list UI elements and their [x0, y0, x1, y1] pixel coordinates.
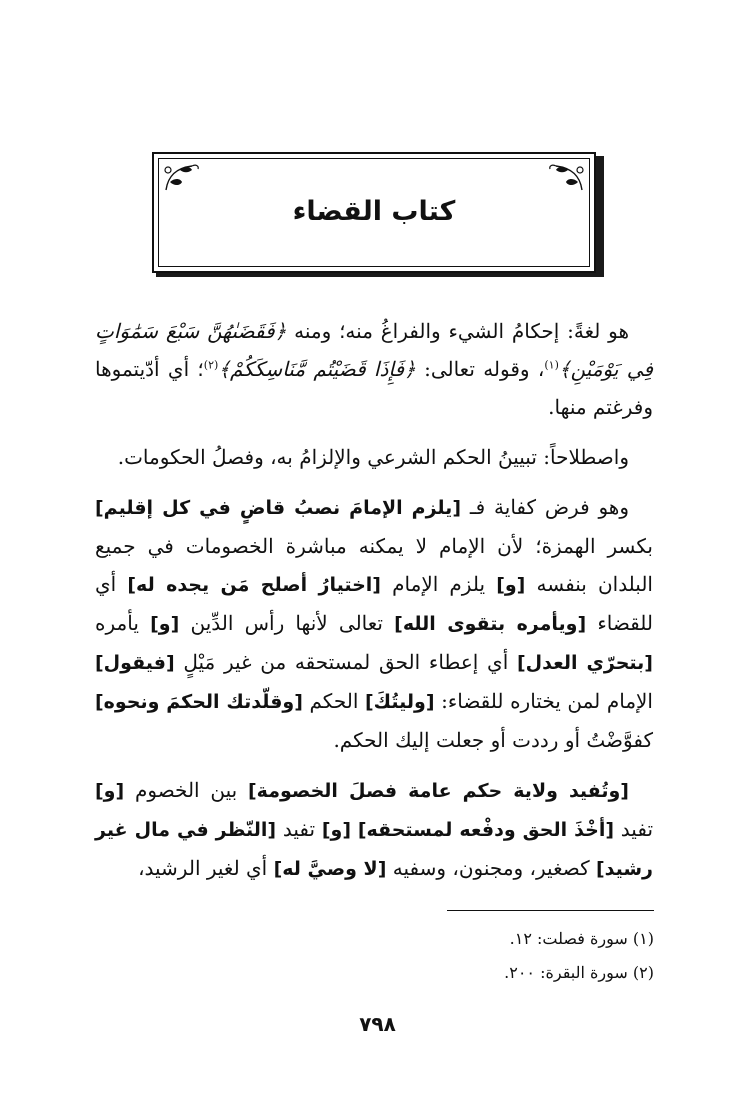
text-span: أي لغير الرشيد، [138, 856, 274, 880]
text-span: بين الخصوم [124, 778, 248, 802]
text-span: ، وقوله تعالى: [415, 357, 545, 381]
text-span: أي للقضاء [95, 572, 654, 635]
matn-text: [بتحرّي العدل] [516, 652, 653, 674]
matn-text: [و] [321, 819, 352, 841]
matn-text: [وليتُكَ] [364, 691, 435, 713]
text-span: الحكم [302, 689, 365, 713]
text-span: كفوَّضْتُ أو رددت أو جعلت إليك الحكم. [333, 728, 653, 752]
footnote-number: (٢) [632, 963, 654, 982]
paragraph-definition-technical: واصطلاحاً: تبيينُ الحكم الشرعي والإلزامُ به، وفصلُ الحكومات. [117, 445, 629, 469]
footnote [300, 922, 654, 956]
text-span: بكسر الهمزة؛ لأن الإمام لا يمكنه مباشرة الخصومات في جميع البلدان بنفسه [95, 534, 653, 596]
text-span: تفيد [276, 817, 322, 841]
text-span: أي إعطاء الحق لمستحقه من غير مَيْلٍ [174, 650, 517, 674]
matn-text: [و] [150, 613, 180, 635]
matn-text: [وقلّدتك الحكمَ ونحوه] [95, 691, 303, 713]
text-span: وهو فرض كفاية فـ [461, 495, 629, 519]
matn-text: [أخْذَ الحق ودفْعه لمستحقه] [357, 819, 615, 841]
quran-verse: ﴿فَإِذَا قَضَيْتُم مَّنَاسِكَكُمْ﴾ [218, 357, 416, 381]
matn-text: [ويأمره بتقوى الله] [394, 613, 587, 635]
frame-box [152, 152, 596, 273]
matn-text: [وتُفيد ولاية حكم عامة فصلَ الخصومة] [248, 780, 629, 802]
paragraph-appointment [95, 488, 653, 759]
text-span: تعالى لأنها رأس الدِّين [179, 611, 395, 635]
text-span: يلزم الإمام [380, 572, 497, 596]
footnote [300, 956, 654, 990]
text-span: هو لغةً: إحكامُ الشيء والفراغُ منه؛ ومنه [286, 319, 629, 343]
footnote-divider [447, 910, 654, 911]
footnote-ref[interactable]: (٢) [203, 358, 219, 372]
footnote-text: سورة فصلت: ١٢. [509, 929, 628, 948]
footnote-ref[interactable]: (١) [544, 358, 559, 372]
text-span: كصغير، ومجنون، وسفيه [386, 856, 596, 880]
chapter-title-frame [152, 152, 604, 277]
corner-ornament-icon [162, 160, 202, 194]
text-span [351, 817, 358, 841]
matn-text: [و] [95, 780, 125, 802]
matn-text: [فيقول] [95, 652, 175, 674]
matn-text: [اختيارُ أصلح مَن يجده له] [127, 574, 381, 596]
chapter-title: كتاب القضاء [292, 196, 456, 227]
text-span: الإمام لمن يختاره للقضاء: [434, 689, 653, 713]
footnote-text: سورة البقرة: ٢٠٠. [504, 963, 628, 982]
paragraph-jurisdiction [95, 771, 653, 888]
matn-text: [لا وصيَّ له] [273, 858, 387, 880]
footnotes [300, 922, 654, 990]
text-span: ؛ أي أدّيتموها وفرغتم منها. [95, 357, 653, 419]
corner-ornament-icon [546, 160, 586, 194]
matn-text: [يلزم الإمامَ نصبُ قاضٍ في كل إقليم] [95, 497, 462, 519]
footnote-number: (١) [632, 929, 654, 948]
page-number: ٧٩٨ [359, 1012, 396, 1036]
paragraph-definition-linguistic [95, 312, 653, 426]
matn-text: [و] [496, 574, 526, 596]
matn-text: [النّظر في مال غير رشيد] [95, 819, 653, 880]
text-span: تفيد [614, 817, 654, 841]
main-text [95, 312, 653, 900]
quran-verse: ﴿فَقَضَىٰهُنَّ سَبْعَ سَمَٰوَاتٍ فِي يَوْمَيْنِ﴾ [95, 319, 653, 381]
text-span: يأمره [95, 611, 151, 635]
